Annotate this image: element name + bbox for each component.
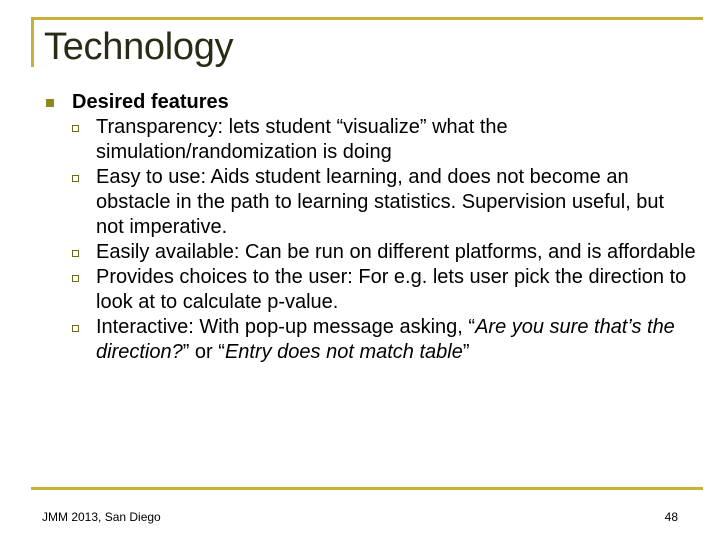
page-number: 48 (664, 510, 678, 524)
top-border-line (31, 17, 703, 20)
sub-bullet-text: Transparency: lets student “visualize” what the simulation/randomization is doing (96, 116, 508, 163)
hollow-square-bullet-icon (72, 250, 79, 257)
main-bullet-label: Desired features (72, 91, 229, 113)
slide-title: Technology (44, 26, 234, 68)
square-bullet-icon (46, 99, 54, 107)
footer-divider (31, 487, 703, 490)
footer-conference: JMM 2013, San Diego (42, 510, 161, 524)
hollow-square-bullet-icon (72, 125, 79, 132)
sub-bullet-text: Easily available: Can be run on different platforms, and is affordable (96, 241, 696, 263)
sub-bullet-text-middle: ” or “ (182, 341, 225, 363)
sub-bullet-interactive (46, 315, 696, 365)
sub-bullet-italic-quote-2: Entry does not match table (224, 341, 463, 363)
sub-bullet-choices (46, 265, 696, 315)
main-bullet (46, 90, 696, 115)
sub-bullet-transparency (46, 115, 696, 165)
hollow-square-bullet-icon (72, 275, 79, 282)
hollow-square-bullet-icon (72, 175, 79, 182)
slide-content (46, 90, 696, 365)
sub-bullet-text-prefix: Interactive: With pop-up message asking, “ (96, 316, 476, 338)
left-border-line (31, 17, 34, 67)
sub-bullet-italic-quote-1: Are you sure that’s the direction? (96, 316, 675, 363)
sub-bullet-text: Provides choices to the user: For e.g. lets user pick the direction to look at to calculate p-value. (96, 266, 687, 313)
sub-bullet-text-suffix: ” (462, 341, 470, 363)
sub-bullet-easy-to-use (46, 165, 696, 240)
sub-bullet-easily-available (46, 240, 696, 265)
sub-bullet-text: Easy to use: Aids student learning, and does not become an obstacle in the path to learning statistics. Supervision useful, but not imperative. (96, 166, 665, 238)
hollow-square-bullet-icon (72, 325, 79, 332)
